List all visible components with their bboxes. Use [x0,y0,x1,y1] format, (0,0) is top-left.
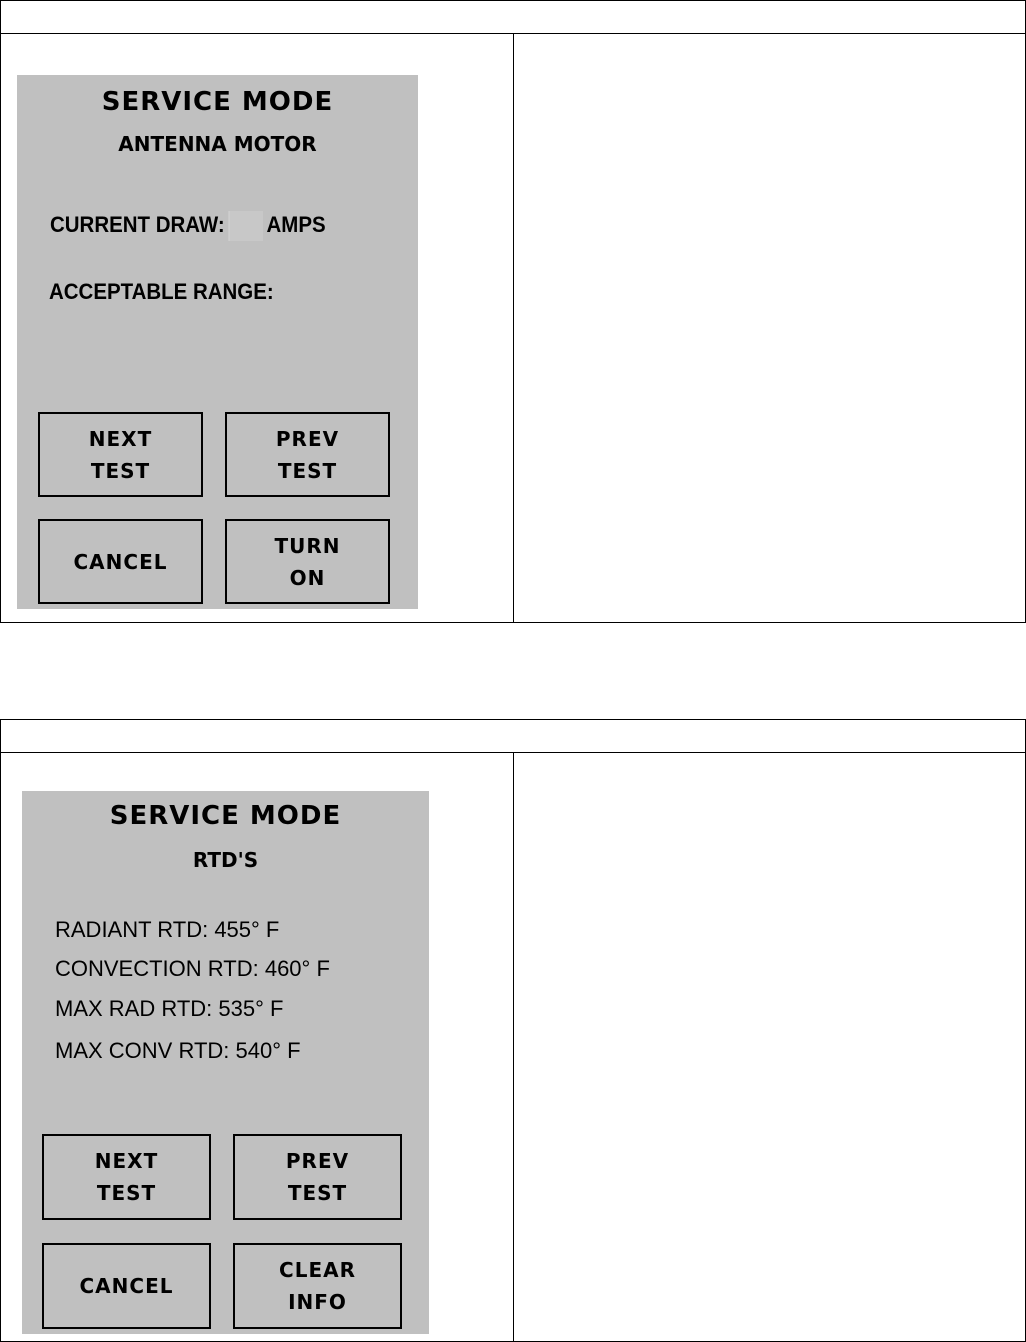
button-label: CANCEL [73,549,168,574]
max-rad-rtd-line: MAX RAD RTD: 535° F [55,996,284,1021]
table-header-cell [1,1,1026,34]
button-line: PREV [285,1149,350,1173]
button-line: ON [289,565,326,590]
description-cell [513,753,1026,1342]
button-line: TEST [96,1181,157,1205]
screen-subtitle: ANTENNA MOTOR [118,132,317,156]
max-conv-rtd-line: MAX CONV RTD: 540° F [55,1038,301,1063]
current-draw-row [50,211,326,241]
clear-info-button[interactable] [233,1243,402,1329]
screen-title: SERVICE MODE [109,801,342,831]
button-line: TEST [90,458,151,483]
table-header-cell [1,720,1026,753]
next-test-button[interactable] [38,412,203,497]
button-line: NEXT [94,1149,159,1173]
screen-subtitle: RTD'S [192,848,259,872]
button-label: CANCEL [79,1274,174,1298]
cancel-button[interactable] [42,1243,211,1329]
prev-test-button[interactable] [225,412,390,497]
acceptable-range-label: ACCEPTABLE RANGE: [49,279,274,304]
button-line: PREV [275,426,340,451]
button-line: TURN [274,533,341,558]
next-test-button[interactable] [42,1134,211,1220]
cancel-button[interactable] [38,519,203,604]
convection-rtd-line: CONVECTION RTD: 460° F [55,956,330,981]
turn-on-button[interactable] [225,519,390,604]
rtds-screen [22,791,429,1334]
current-draw-value [228,211,262,241]
button-line: INFO [288,1290,347,1314]
description-cell [513,34,1026,623]
button-line: TEST [287,1181,348,1205]
button-line: NEXT [88,426,153,451]
antenna-motor-screen [17,75,418,609]
screen-title: SERVICE MODE [101,87,334,117]
current-draw-unit: AMPS [266,211,326,237]
current-draw-label: CURRENT DRAW: [50,211,225,237]
button-line: TEST [277,458,338,483]
prev-test-button[interactable] [233,1134,402,1220]
radiant-rtd-line: RADIANT RTD: 455° F [55,917,280,942]
button-line: CLEAR [279,1258,356,1282]
